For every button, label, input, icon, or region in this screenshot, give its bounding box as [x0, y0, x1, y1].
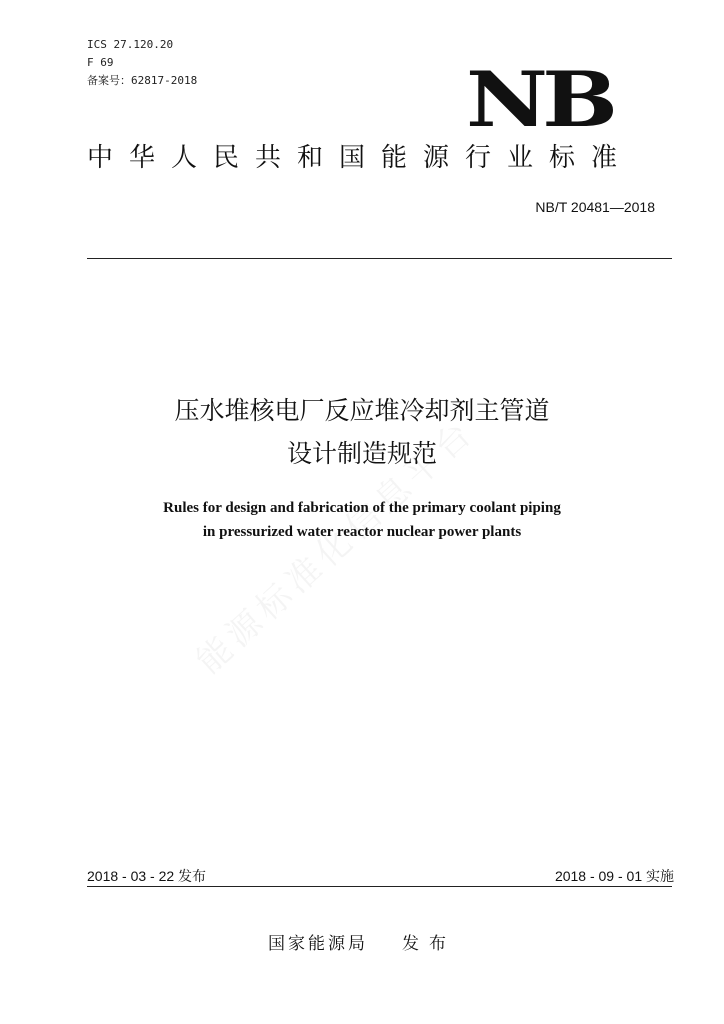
title-cn-line-2: 设计制造规范: [286, 439, 437, 468]
title-cn-line-1: 压水堆核电厂反应堆冷却剂主管道: [174, 396, 550, 425]
title-en-line-2: in pressurized water reactor nuclear power plants: [202, 524, 522, 540]
nb-logo: NB: [466, 55, 612, 144]
ccs-code: F 69: [87, 56, 114, 69]
issuing-standard-category: 中华人民共和国能源行业标准: [87, 143, 634, 173]
publisher: [0, 932, 724, 956]
publisher-action: 发布: [402, 934, 456, 954]
filing-number: 备案号：62817-2018: [87, 74, 198, 87]
footer-divider: [87, 886, 672, 887]
issue-date: 2018 - 03 - 22 发布: [87, 868, 207, 884]
title-en-line-1: Rules for design and fabrication of the primary coolant piping: [163, 500, 561, 516]
standard-number: NB/T 20481—2018: [535, 199, 655, 215]
publisher-org: 国家能源局: [268, 934, 368, 954]
header-divider: [87, 258, 672, 259]
effective-date: 2018 - 09 - 01 实施: [554, 868, 674, 884]
ics-code: ICS 27.120.20: [87, 38, 174, 51]
